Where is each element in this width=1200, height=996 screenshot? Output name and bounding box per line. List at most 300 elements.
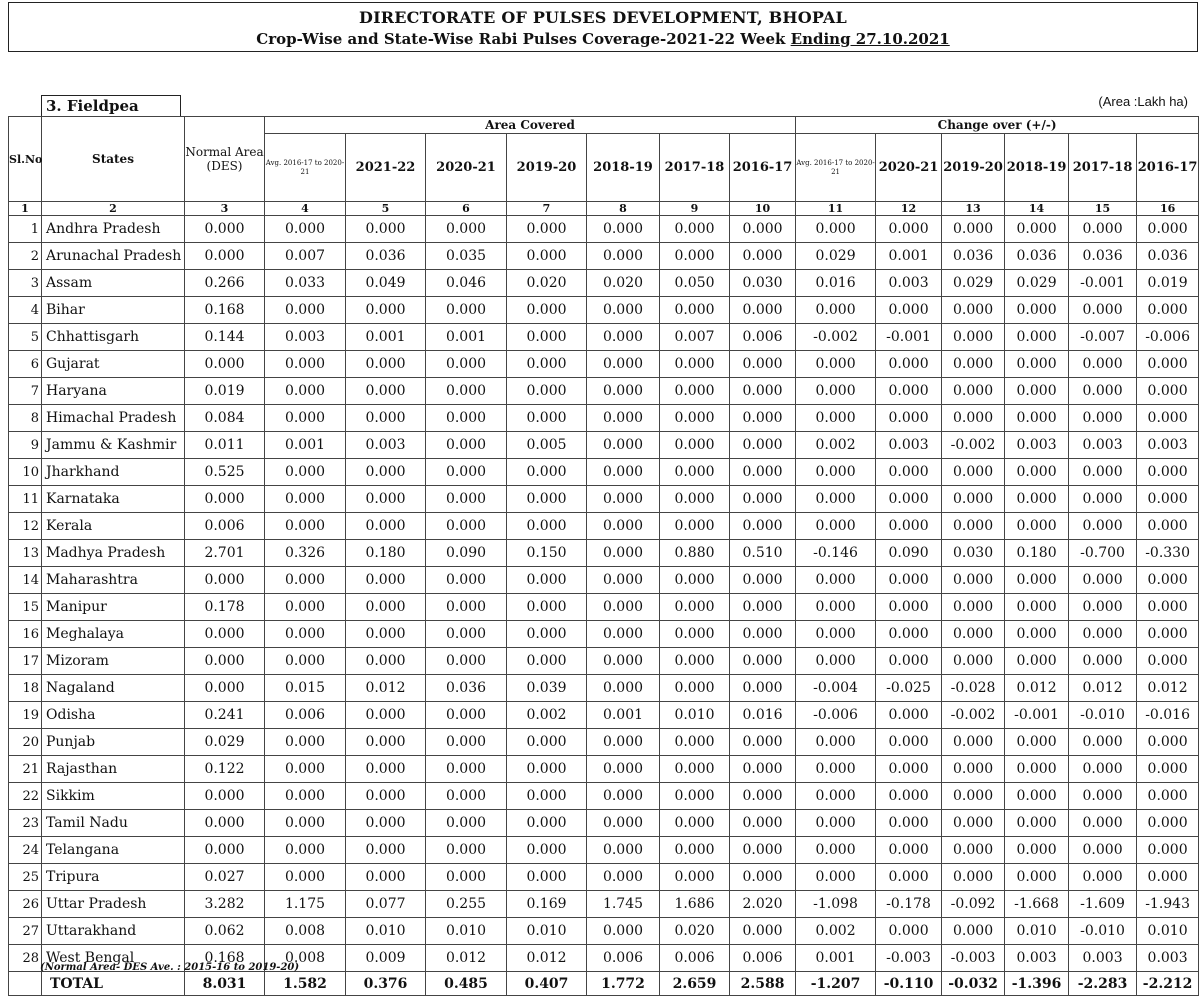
total-value-cell: -2.212: [1137, 972, 1199, 996]
value-cell: 0.000: [1069, 297, 1137, 324]
value-cell: 0.090: [426, 540, 507, 567]
total-value-cell: 8.031: [185, 972, 265, 996]
value-cell: 0.000: [185, 243, 265, 270]
table-row: [9, 297, 1199, 324]
value-cell: -0.001: [1005, 702, 1069, 729]
value-cell: 0.000: [942, 351, 1005, 378]
value-cell: 0.000: [730, 243, 796, 270]
column-number: 6: [426, 202, 507, 216]
column-number: 12: [876, 202, 942, 216]
value-cell: 2.701: [185, 540, 265, 567]
value-cell: 0.000: [660, 594, 730, 621]
state-name-cell: Haryana: [42, 378, 185, 405]
value-cell: 0.000: [796, 567, 876, 594]
value-cell: 0.000: [876, 513, 942, 540]
value-cell: 0.000: [660, 297, 730, 324]
value-cell: 0.029: [942, 270, 1005, 297]
value-cell: 0.011: [185, 432, 265, 459]
value-cell: 0.510: [730, 540, 796, 567]
value-cell: 0.000: [730, 756, 796, 783]
value-cell: 0.000: [1069, 351, 1137, 378]
value-cell: 0.000: [876, 837, 942, 864]
value-cell: 0.000: [587, 810, 660, 837]
table-row: [9, 567, 1199, 594]
value-cell: 0.000: [346, 297, 426, 324]
value-cell: 0.000: [876, 378, 942, 405]
value-cell: 0.000: [796, 594, 876, 621]
value-cell: 0.006: [265, 702, 346, 729]
value-cell: 0.006: [730, 324, 796, 351]
value-cell: -1.098: [796, 891, 876, 918]
serial-number-cell: 24: [9, 837, 42, 864]
report-title-box: [8, 2, 1198, 52]
value-cell: 0.000: [730, 594, 796, 621]
value-cell: 0.000: [587, 648, 660, 675]
serial-number-cell: 12: [9, 513, 42, 540]
value-cell: 0.000: [265, 594, 346, 621]
value-cell: 0.000: [587, 729, 660, 756]
header-year: 2018-19: [587, 134, 660, 202]
value-cell: 0.000: [1005, 864, 1069, 891]
total-value-cell: -0.110: [876, 972, 942, 996]
value-cell: 0.000: [1069, 567, 1137, 594]
value-cell: 0.000: [426, 405, 507, 432]
value-cell: 0.000: [730, 729, 796, 756]
value-cell: 0.000: [265, 216, 346, 243]
value-cell: 0.012: [1005, 675, 1069, 702]
value-cell: 0.000: [796, 864, 876, 891]
value-cell: 0.000: [1137, 837, 1199, 864]
serial-number-cell: 16: [9, 621, 42, 648]
table-row: [9, 729, 1199, 756]
serial-number-cell: 26: [9, 891, 42, 918]
header-states: States: [42, 117, 185, 202]
value-cell: 0.000: [1069, 405, 1137, 432]
value-cell: 0.036: [1137, 243, 1199, 270]
value-cell: 0.000: [507, 351, 587, 378]
header-area-covered: Area Covered: [265, 117, 796, 134]
serial-number-cell: 21: [9, 756, 42, 783]
value-cell: 0.000: [1005, 621, 1069, 648]
value-cell: 0.000: [507, 243, 587, 270]
value-cell: 0.077: [346, 891, 426, 918]
value-cell: 0.180: [1005, 540, 1069, 567]
value-cell: 0.000: [796, 486, 876, 513]
table-row: [9, 405, 1199, 432]
header-avg-change: Avg. 2016-17 to 2020-21: [796, 134, 876, 202]
value-cell: 0.000: [587, 675, 660, 702]
value-cell: -1.668: [1005, 891, 1069, 918]
value-cell: 0.000: [1005, 405, 1069, 432]
total-label: TOTAL: [42, 972, 185, 996]
value-cell: 0.000: [796, 621, 876, 648]
value-cell: 0.000: [660, 837, 730, 864]
value-cell: 0.000: [507, 729, 587, 756]
value-cell: 0.000: [1005, 567, 1069, 594]
value-cell: 0.036: [426, 675, 507, 702]
value-cell: 0.062: [185, 918, 265, 945]
value-cell: 0.000: [660, 567, 730, 594]
table-row: [9, 918, 1199, 945]
value-cell: 0.326: [265, 540, 346, 567]
value-cell: 0.000: [346, 567, 426, 594]
value-cell: 0.000: [730, 297, 796, 324]
header-year: 2016-17: [730, 134, 796, 202]
value-cell: 0.000: [660, 513, 730, 540]
value-cell: 0.000: [660, 810, 730, 837]
value-cell: 0.000: [1137, 486, 1199, 513]
value-cell: 0.000: [660, 405, 730, 432]
value-cell: -0.016: [1137, 702, 1199, 729]
value-cell: 1.686: [660, 891, 730, 918]
value-cell: 0.000: [426, 594, 507, 621]
state-name-cell: Uttar Pradesh: [42, 891, 185, 918]
value-cell: 0.000: [730, 513, 796, 540]
column-number: 11: [796, 202, 876, 216]
value-cell: 0.000: [1137, 648, 1199, 675]
value-cell: 0.000: [265, 459, 346, 486]
table-row: [9, 648, 1199, 675]
value-cell: 2.020: [730, 891, 796, 918]
header-slno: Sl.No: [9, 117, 42, 202]
value-cell: 0.029: [1005, 270, 1069, 297]
total-value-cell: 1.772: [587, 972, 660, 996]
header-change-over: Change over (+/-): [796, 117, 1199, 134]
value-cell: 0.000: [730, 378, 796, 405]
column-number: 1: [9, 202, 42, 216]
value-cell: 0.000: [507, 837, 587, 864]
column-number: 15: [1069, 202, 1137, 216]
report-week-ending: Ending 27.10.2021: [790, 30, 950, 48]
value-cell: 0.000: [587, 918, 660, 945]
table-row: [9, 513, 1199, 540]
value-cell: 0.241: [185, 702, 265, 729]
value-cell: 0.144: [185, 324, 265, 351]
column-number-row: [9, 202, 1199, 216]
value-cell: 0.000: [942, 837, 1005, 864]
state-name-cell: Himachal Pradesh: [42, 405, 185, 432]
value-cell: 0.012: [426, 945, 507, 972]
value-cell: 0.000: [1137, 729, 1199, 756]
value-cell: 0.000: [265, 405, 346, 432]
table-row: [9, 810, 1199, 837]
serial-number-cell: 13: [9, 540, 42, 567]
value-cell: 0.012: [507, 945, 587, 972]
value-cell: 0.000: [730, 405, 796, 432]
value-cell: 0.000: [660, 351, 730, 378]
value-cell: 0.000: [426, 567, 507, 594]
value-cell: 0.000: [730, 621, 796, 648]
value-cell: 0.012: [346, 675, 426, 702]
value-cell: 0.000: [507, 486, 587, 513]
state-name-cell: Karnataka: [42, 486, 185, 513]
value-cell: 0.525: [185, 459, 265, 486]
report-subtitle: [9, 30, 1197, 48]
value-cell: 0.000: [942, 621, 1005, 648]
value-cell: 0.000: [1137, 864, 1199, 891]
value-cell: 0.000: [796, 648, 876, 675]
value-cell: 0.000: [730, 432, 796, 459]
serial-number-cell: 19: [9, 702, 42, 729]
value-cell: 0.000: [587, 351, 660, 378]
value-cell: 0.000: [1137, 459, 1199, 486]
value-cell: 0.000: [346, 810, 426, 837]
value-cell: 0.000: [426, 837, 507, 864]
value-cell: 0.000: [185, 351, 265, 378]
value-cell: 0.000: [796, 216, 876, 243]
table-row: [9, 351, 1199, 378]
table-row: [9, 459, 1199, 486]
coverage-table: [8, 116, 1199, 996]
total-value-cell: -1.207: [796, 972, 876, 996]
value-cell: 0.001: [346, 324, 426, 351]
serial-number-cell: 27: [9, 918, 42, 945]
value-cell: 0.000: [507, 648, 587, 675]
value-cell: 0.266: [185, 270, 265, 297]
header-change-year: 2017-18: [1069, 134, 1137, 202]
value-cell: 0.000: [730, 864, 796, 891]
value-cell: 0.000: [660, 486, 730, 513]
value-cell: 0.000: [346, 513, 426, 540]
value-cell: 0.000: [265, 378, 346, 405]
value-cell: 0.000: [507, 297, 587, 324]
value-cell: 0.000: [346, 351, 426, 378]
value-cell: 0.000: [346, 486, 426, 513]
value-cell: 0.000: [587, 621, 660, 648]
value-cell: 0.036: [1069, 243, 1137, 270]
value-cell: 0.036: [346, 243, 426, 270]
value-cell: 0.000: [1137, 567, 1199, 594]
value-cell: 0.000: [876, 729, 942, 756]
value-cell: 0.000: [730, 486, 796, 513]
serial-number-cell: 9: [9, 432, 42, 459]
value-cell: 0.000: [185, 837, 265, 864]
value-cell: 0.000: [587, 540, 660, 567]
value-cell: 0.000: [796, 297, 876, 324]
value-cell: 0.000: [942, 459, 1005, 486]
value-cell: 0.000: [587, 486, 660, 513]
value-cell: 0.000: [1137, 216, 1199, 243]
serial-number-cell: 22: [9, 783, 42, 810]
serial-number-cell: 5: [9, 324, 42, 351]
value-cell: 0.000: [587, 756, 660, 783]
table-row: [9, 216, 1199, 243]
value-cell: 0.178: [185, 594, 265, 621]
column-number: 14: [1005, 202, 1069, 216]
value-cell: 0.000: [587, 243, 660, 270]
value-cell: 0.003: [1069, 945, 1137, 972]
value-cell: 0.000: [876, 648, 942, 675]
table-row: [9, 243, 1199, 270]
value-cell: 0.000: [507, 864, 587, 891]
value-cell: 0.000: [507, 594, 587, 621]
value-cell: 0.000: [660, 864, 730, 891]
value-cell: 0.000: [346, 837, 426, 864]
value-cell: 0.039: [507, 675, 587, 702]
value-cell: 0.000: [426, 351, 507, 378]
value-cell: 0.000: [796, 837, 876, 864]
value-cell: 0.000: [426, 648, 507, 675]
value-cell: 0.001: [265, 432, 346, 459]
value-cell: 0.015: [265, 675, 346, 702]
value-cell: 0.012: [1069, 675, 1137, 702]
state-name-cell: Manipur: [42, 594, 185, 621]
value-cell: 0.036: [942, 243, 1005, 270]
state-name-cell: Telangana: [42, 837, 185, 864]
serial-number-cell: 28: [9, 945, 42, 972]
value-cell: 0.000: [876, 918, 942, 945]
value-cell: 0.000: [507, 378, 587, 405]
value-cell: 0.000: [942, 729, 1005, 756]
column-number: 8: [587, 202, 660, 216]
value-cell: 1.745: [587, 891, 660, 918]
value-cell: 0.000: [660, 432, 730, 459]
value-cell: 0.000: [876, 702, 942, 729]
column-number: 10: [730, 202, 796, 216]
value-cell: 0.001: [876, 243, 942, 270]
value-cell: 0.006: [587, 945, 660, 972]
value-cell: 0.000: [185, 648, 265, 675]
value-cell: -0.001: [876, 324, 942, 351]
value-cell: 0.000: [346, 783, 426, 810]
value-cell: 0.000: [587, 378, 660, 405]
value-cell: 0.000: [942, 648, 1005, 675]
value-cell: 0.010: [507, 918, 587, 945]
value-cell: 0.000: [185, 675, 265, 702]
value-cell: 0.000: [426, 297, 507, 324]
value-cell: 0.030: [730, 270, 796, 297]
value-cell: 0.000: [876, 756, 942, 783]
value-cell: 0.000: [265, 486, 346, 513]
value-cell: 0.000: [730, 351, 796, 378]
value-cell: 0.000: [426, 729, 507, 756]
value-cell: -0.146: [796, 540, 876, 567]
value-cell: 0.000: [876, 594, 942, 621]
value-cell: 0.003: [1005, 432, 1069, 459]
value-cell: 0.000: [876, 216, 942, 243]
value-cell: -0.006: [1137, 324, 1199, 351]
value-cell: 0.000: [1005, 837, 1069, 864]
serial-number-cell: 17: [9, 648, 42, 675]
value-cell: 0.000: [1069, 216, 1137, 243]
header-year: 2020-21: [426, 134, 507, 202]
serial-number-cell: 1: [9, 216, 42, 243]
value-cell: 0.000: [426, 216, 507, 243]
value-cell: 0.000: [346, 216, 426, 243]
value-cell: 0.000: [796, 351, 876, 378]
value-cell: -0.002: [796, 324, 876, 351]
table-row: [9, 486, 1199, 513]
value-cell: 0.000: [876, 459, 942, 486]
value-cell: -0.028: [942, 675, 1005, 702]
value-cell: 0.000: [1005, 324, 1069, 351]
value-cell: 0.000: [730, 675, 796, 702]
value-cell: 0.000: [265, 297, 346, 324]
total-value-cell: -1.396: [1005, 972, 1069, 996]
value-cell: 0.002: [507, 702, 587, 729]
value-cell: 0.000: [942, 810, 1005, 837]
value-cell: 0.000: [796, 729, 876, 756]
serial-number-cell: 23: [9, 810, 42, 837]
value-cell: 0.008: [265, 945, 346, 972]
serial-number-cell: 7: [9, 378, 42, 405]
value-cell: 0.000: [730, 837, 796, 864]
state-name-cell: Nagaland: [42, 675, 185, 702]
value-cell: 0.000: [1137, 351, 1199, 378]
value-cell: 0.000: [587, 216, 660, 243]
value-cell: 0.000: [660, 621, 730, 648]
serial-number-cell: 2: [9, 243, 42, 270]
value-cell: 0.000: [587, 405, 660, 432]
value-cell: 0.003: [1137, 432, 1199, 459]
value-cell: 0.000: [1005, 729, 1069, 756]
value-cell: 0.000: [876, 621, 942, 648]
value-cell: 0.000: [1005, 513, 1069, 540]
value-cell: 0.000: [730, 810, 796, 837]
value-cell: 0.003: [1005, 945, 1069, 972]
value-cell: 0.000: [942, 513, 1005, 540]
table-row: [9, 756, 1199, 783]
value-cell: 0.012: [1137, 675, 1199, 702]
value-cell: 0.000: [660, 756, 730, 783]
value-cell: 0.000: [876, 351, 942, 378]
value-cell: 0.000: [876, 405, 942, 432]
value-cell: 0.168: [185, 945, 265, 972]
state-name-cell: Bihar: [42, 297, 185, 324]
table-row: [9, 864, 1199, 891]
header-year: 2017-18: [660, 134, 730, 202]
value-cell: 0.000: [185, 783, 265, 810]
table-row: [9, 432, 1199, 459]
state-name-cell: Gujarat: [42, 351, 185, 378]
value-cell: 0.000: [1005, 297, 1069, 324]
value-cell: 0.020: [507, 270, 587, 297]
value-cell: 0.000: [587, 432, 660, 459]
value-cell: 0.000: [587, 864, 660, 891]
table-row: [9, 702, 1199, 729]
value-cell: 0.000: [1069, 459, 1137, 486]
value-cell: 0.000: [265, 567, 346, 594]
value-cell: 0.000: [426, 621, 507, 648]
column-number: 13: [942, 202, 1005, 216]
state-name-cell: Rajasthan: [42, 756, 185, 783]
value-cell: 0.169: [507, 891, 587, 918]
value-cell: 0.000: [876, 810, 942, 837]
value-cell: 0.000: [1137, 594, 1199, 621]
value-cell: 0.001: [426, 324, 507, 351]
value-cell: 0.007: [660, 324, 730, 351]
value-cell: 0.000: [1069, 486, 1137, 513]
value-cell: 0.000: [942, 486, 1005, 513]
value-cell: 0.000: [660, 243, 730, 270]
header-year: 2019-20: [507, 134, 587, 202]
total-value-cell: -2.283: [1069, 972, 1137, 996]
value-cell: 0.000: [1005, 594, 1069, 621]
column-number: 2: [42, 202, 185, 216]
value-cell: 0.016: [796, 270, 876, 297]
value-cell: 0.003: [1137, 945, 1199, 972]
total-value-cell: 2.588: [730, 972, 796, 996]
value-cell: 0.000: [876, 297, 942, 324]
value-cell: -0.001: [1069, 270, 1137, 297]
state-name-cell: Odisha: [42, 702, 185, 729]
value-cell: 0.000: [730, 648, 796, 675]
value-cell: -0.178: [876, 891, 942, 918]
value-cell: 0.049: [346, 270, 426, 297]
header-normal-area: Normal Area (DES): [185, 117, 265, 202]
value-cell: 0.180: [346, 540, 426, 567]
value-cell: 0.000: [660, 675, 730, 702]
